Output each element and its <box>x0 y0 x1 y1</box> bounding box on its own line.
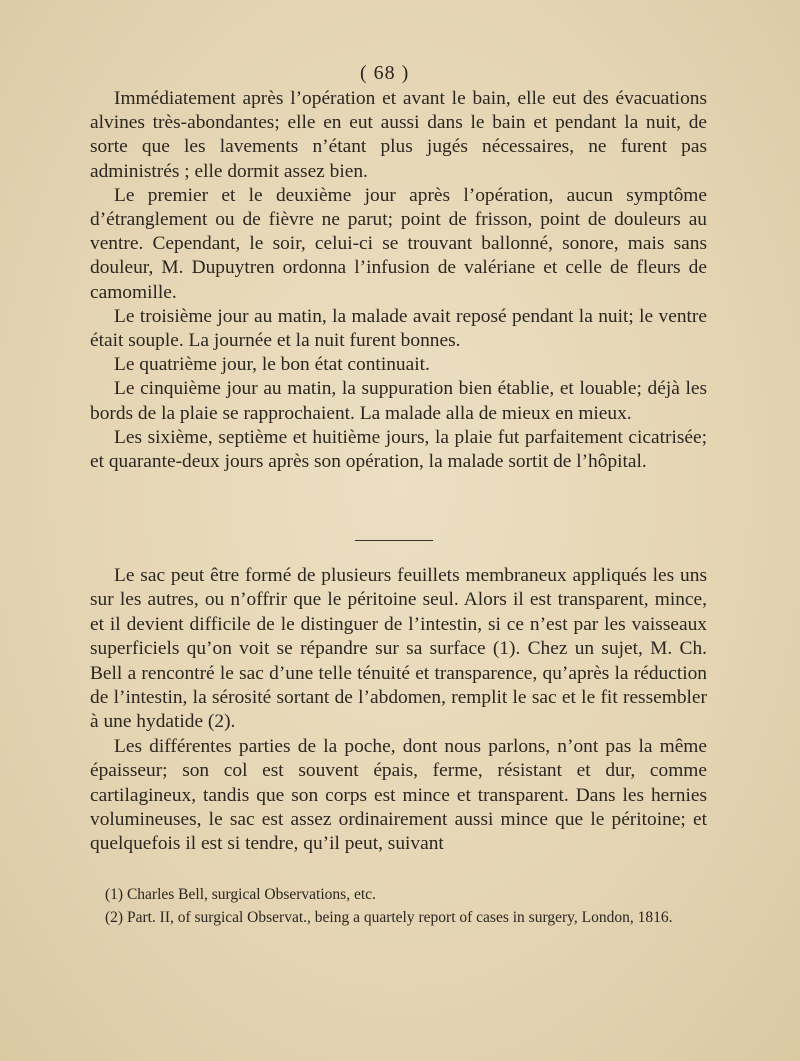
section-divider <box>355 540 433 541</box>
paragraph: Le sac peut être formé de plusieurs feuillets membraneux appliqués les uns sur les autres, ou n’offrir que le péritoine seul. Alors il est transparent, mince, et il devient difficile de le distinguer de l’intestin, si ce n’est par les vaisseaux superficiels qu’on voit se répandre sur sa surface (1). Chez un sujet, M. Ch. Bell a rencontré le sac d’une telle ténuité et transparence, qu’après la réduction de l’intestin, la sérosité sortant de l’abdomen, remplit le sac et le fit ressembler à une hydatide (2). <box>90 565 707 733</box>
bottom-text-block <box>90 564 707 857</box>
paragraph: Le troisième jour au matin, la malade avait reposé pendant la nuit; le ventre était souple. La journée et la nuit furent bonnes. <box>90 305 707 352</box>
top-text-block <box>90 87 707 474</box>
page-number: ( 68 ) <box>360 62 410 84</box>
paragraph: Le cinquième jour au matin, la suppuration bien établie, et louable; déjà les bords de la plaie se rapprochaient. La malade alla de mieux en mieux. <box>90 378 707 424</box>
paragraph: Immédiatement après l’opération et avant le bain, elle eut des évacuations alvines très-abondantes; elle en eut aussi dans le bain et pendant la nuit, de sorte que les lavements n’étant plus jugés nécessaires, ne furent pas administrés ; elle dormit assez bien. <box>90 88 707 182</box>
footnote: (2) Part. II, of surgical Observat., being a quartely report of cases in surgery, London, 1816. <box>105 909 673 926</box>
paragraph: Les sixième, septième et huitième jours, la plaie fut parfaitement cicatrisée; et quarante-deux jours après son opération, la malade sortit de l’hôpital. <box>90 426 707 473</box>
paragraph: Le quatrième jour, le bon état continuait. <box>114 354 430 376</box>
footnote: (1) Charles Bell, surgical Observations, etc. <box>105 886 376 903</box>
footnotes <box>105 883 725 929</box>
paragraph: Les différentes parties de la poche, dont nous parlons, n’ont pas la même épaisseur; son col est souvent épais, ferme, résistant et dur, comme cartilagineux, tandis que son corps est mince et transparent. Dans les hernies volumineuses, le sac est assez ordinairement aussi mince que le péritoine; et quelquefois il est si tendre, qu’il peut, suivant <box>90 735 707 855</box>
paragraph: Le premier et le deuxième jour après l’opération, aucun symptôme d’étranglement ou de fièvre ne parut; point de frisson, point de douleurs au ventre. Cependant, le soir, celui-ci se trouvant ballonné, sonore, mais sans douleur, M. Dupuytren ordonna l’infusion de valériane et celle de fleurs de camomille. <box>90 184 707 303</box>
